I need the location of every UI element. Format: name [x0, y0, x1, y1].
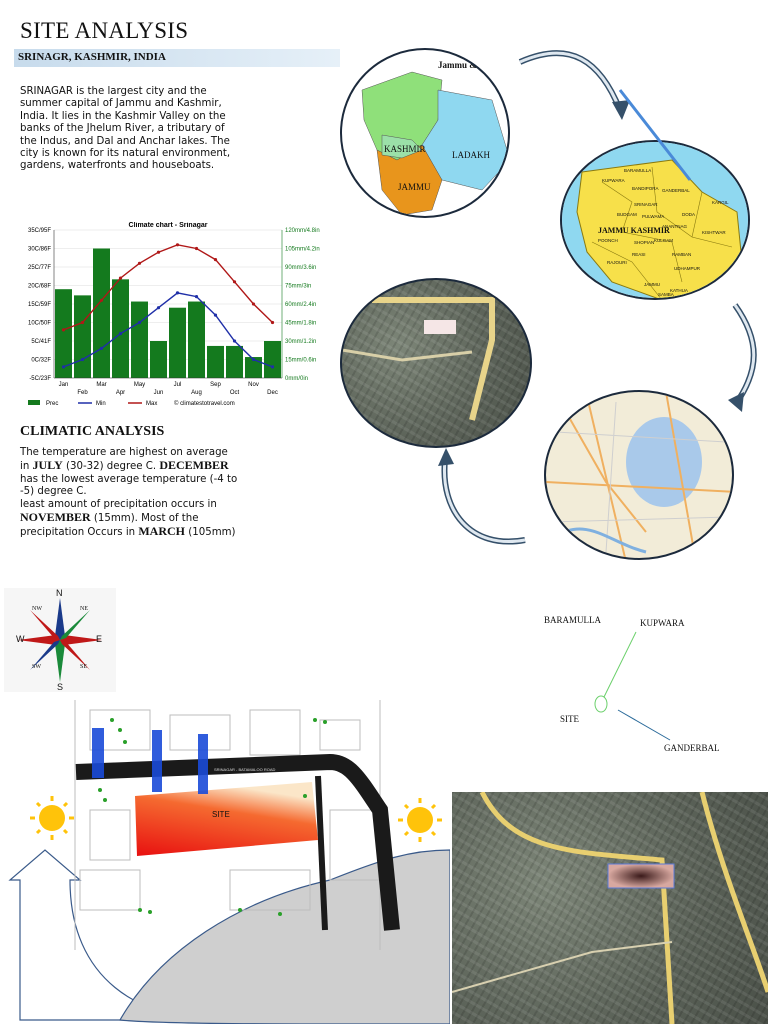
district-label: KARGIL: [712, 200, 729, 205]
prec-bar: [264, 341, 281, 378]
sun-path-arrow-right-icon: [120, 850, 450, 1024]
legend-label: Min: [96, 401, 106, 407]
location-site: SITE: [560, 714, 579, 724]
compass-sw: SW: [32, 664, 41, 670]
right-tick-label: 60mm/2.4in: [285, 302, 317, 308]
left-tick-label: 25C/77F: [27, 265, 51, 271]
kashmir-label: KASHMIR: [384, 144, 426, 154]
min-point: [271, 365, 274, 368]
left-tick-label: 10C/50F: [27, 320, 51, 327]
left-tick-label: 15C/59F: [27, 302, 51, 308]
district-label: SHOPIAN: [634, 240, 655, 245]
compass-rose: [4, 588, 116, 692]
location-baramulla: BARAMULLA: [544, 615, 602, 625]
min-point: [62, 365, 65, 368]
legend-label: Max: [146, 401, 158, 407]
prec-bar: [74, 295, 91, 378]
x-tick-label: May: [133, 382, 146, 388]
right-tick-label: 105mm/4.2in: [285, 246, 320, 253]
right-tick-label: 90mm/3.6in: [285, 265, 317, 271]
compass-e: E: [96, 634, 103, 644]
left-tick-label: -5C/23F: [29, 376, 51, 382]
right-tick-label: 30mm/1.2in: [285, 339, 317, 345]
min-point: [233, 339, 236, 342]
x-tick-label: Mar: [96, 382, 107, 388]
district-label: POONCH: [598, 238, 618, 243]
x-tick-label: Dec: [267, 390, 278, 396]
prec-bar: [226, 346, 243, 378]
climatic-analysis-text: The temperature are highest on average in JULY (30-32) degree C. DECEMBER has the lowest average temperature (-4 to -5) degree C. least amount of precipitation occurs in NOVEMBER (15mm). Most of the precipitation Occurs in MARCH (105mm): [20, 447, 238, 539]
flow-arrows: [330, 40, 768, 560]
compass-nw: NW: [32, 606, 42, 612]
location-ganderbal: GANDERBAL: [664, 743, 720, 753]
legend-label: Prec: [46, 401, 59, 407]
prec-bar: [150, 341, 167, 378]
district-label: BARAMULLA: [624, 168, 652, 173]
road-label: SRINAGAR - BATAMALOO ROAD: [214, 767, 276, 772]
district-label: BANDIPORA: [632, 186, 659, 191]
district-label: PULWAMA: [642, 214, 665, 219]
max-point: [252, 302, 255, 305]
right-tick-label: 75mm/3in: [285, 283, 312, 290]
district-label: SAMBA: [658, 292, 674, 297]
x-tick-label: Apr: [115, 390, 126, 396]
min-point: [252, 358, 255, 361]
district-label: JAMMU: [644, 282, 660, 287]
district-map-title: JAMMU KASHMIR: [598, 226, 670, 235]
prec-bar: [131, 302, 148, 378]
max-point: [138, 262, 141, 265]
prec-bar: [188, 302, 205, 378]
min-point: [195, 295, 198, 298]
legend-swatch: [28, 400, 40, 405]
district-label: UDHAMPUR: [674, 266, 701, 271]
district-label: SRINAGAR: [634, 202, 658, 207]
month-december: DECEMBER: [159, 458, 229, 473]
max-point: [233, 280, 236, 283]
month-march: MARCH: [138, 524, 186, 539]
right-tick-label: 120mm/4.8in: [285, 228, 320, 234]
climatic-analysis-heading: CLIMATIC ANALYSIS: [20, 424, 165, 439]
x-tick-label: Jan: [58, 382, 69, 388]
x-tick-label: Feb: [77, 390, 88, 396]
max-point: [62, 328, 65, 331]
arrow-3-icon: [444, 460, 525, 542]
compass-se: SE: [80, 664, 88, 670]
jammu-label: JAMMU: [398, 182, 431, 192]
district-label: DODA: [682, 212, 696, 217]
chart-credit: © climatestotravel.com: [174, 401, 235, 407]
sun-left-icon: [30, 796, 74, 840]
min-point: [138, 321, 141, 324]
right-tick-label: 0mm/0in: [285, 376, 309, 382]
site-area: [135, 782, 318, 856]
max-point: [214, 258, 217, 261]
site-marker: [608, 864, 674, 888]
site-satellite-image: [452, 792, 768, 1024]
district-label: RAMBAN: [672, 252, 692, 257]
district-label: KATHUA: [670, 288, 688, 293]
compass-s: S: [57, 682, 64, 692]
intro-paragraph: SRINAGAR is the largest city and the summer capital of Jammu and Kashmir, India. It lies in the Kashmir Valley on the banks of the Jhelum River, a tributary of the Indus, and Dal and Anchar lakes. The city is known for its natural environment, gardens, waterfronts and houseboats.: [20, 86, 231, 172]
prec-bar: [112, 279, 129, 378]
x-tick-label: Sep: [210, 382, 221, 388]
district-label: ANANTNAG: [662, 224, 688, 229]
max-point: [157, 251, 160, 254]
subtitle: SRINAGR, KASHMIR, INDIA: [18, 51, 166, 63]
right-tick-label: 45mm/1.8in: [285, 320, 317, 327]
x-tick-label: Aug: [191, 390, 202, 396]
month-november: NOVEMBER: [20, 510, 91, 525]
jk-map-title: Jammu & Kas: [438, 60, 494, 70]
month-july: JULY: [32, 458, 63, 473]
left-tick-label: 5C/41F: [31, 339, 51, 345]
x-tick-label: Jun: [153, 390, 164, 396]
right-tick-label: 15mm/0.6in: [285, 357, 317, 364]
max-point: [119, 277, 122, 280]
compass-ne: NE: [80, 606, 88, 612]
district-label: BUDGAM: [617, 212, 637, 217]
site-plan: [0, 700, 450, 1024]
prec-bar: [93, 249, 110, 379]
min-point: [81, 358, 84, 361]
max-point: [176, 243, 179, 246]
max-point: [195, 247, 198, 250]
arrow-4-icon: [620, 90, 690, 180]
district-label: KUPWARA: [602, 178, 625, 183]
location-kupwara: KUPWARA: [640, 618, 685, 628]
left-tick-label: 30C/86F: [27, 246, 51, 253]
subtitle-bar: [14, 49, 340, 67]
site-plan-label: SITE: [212, 810, 230, 819]
min-point: [176, 291, 179, 294]
min-point: [119, 332, 122, 335]
page-title: SITE ANALYSIS: [20, 18, 189, 43]
district-label: RAJOURI: [607, 260, 627, 265]
district-label: REASI: [632, 252, 646, 257]
left-tick-label: 0C/32F: [31, 357, 51, 364]
x-tick-label: Nov: [248, 382, 259, 388]
chart-title: Climate chart - Srinagar: [128, 222, 208, 229]
district-label: KISHTWAR: [702, 230, 726, 235]
prec-bar: [207, 346, 224, 378]
max-point: [81, 321, 84, 324]
min-point: [100, 347, 103, 350]
max-point: [100, 299, 103, 302]
prec-bar: [169, 308, 186, 378]
x-tick-label: Jul: [173, 382, 182, 388]
min-point: [214, 314, 217, 317]
climate-chart: [18, 222, 348, 422]
min-point: [157, 306, 160, 309]
left-tick-label: 35C/95F: [27, 228, 51, 234]
sun-right-icon: [398, 798, 442, 842]
compass-w: W: [16, 634, 25, 644]
compass-n: N: [56, 588, 63, 598]
district-label: KULGAM: [654, 238, 674, 243]
left-tick-label: 20C/68F: [27, 283, 51, 290]
ladakh-label: LADAKH: [452, 150, 490, 160]
district-label: GANDERBAL: [662, 188, 690, 193]
max-point: [271, 321, 274, 324]
x-tick-label: Oct: [229, 390, 240, 396]
